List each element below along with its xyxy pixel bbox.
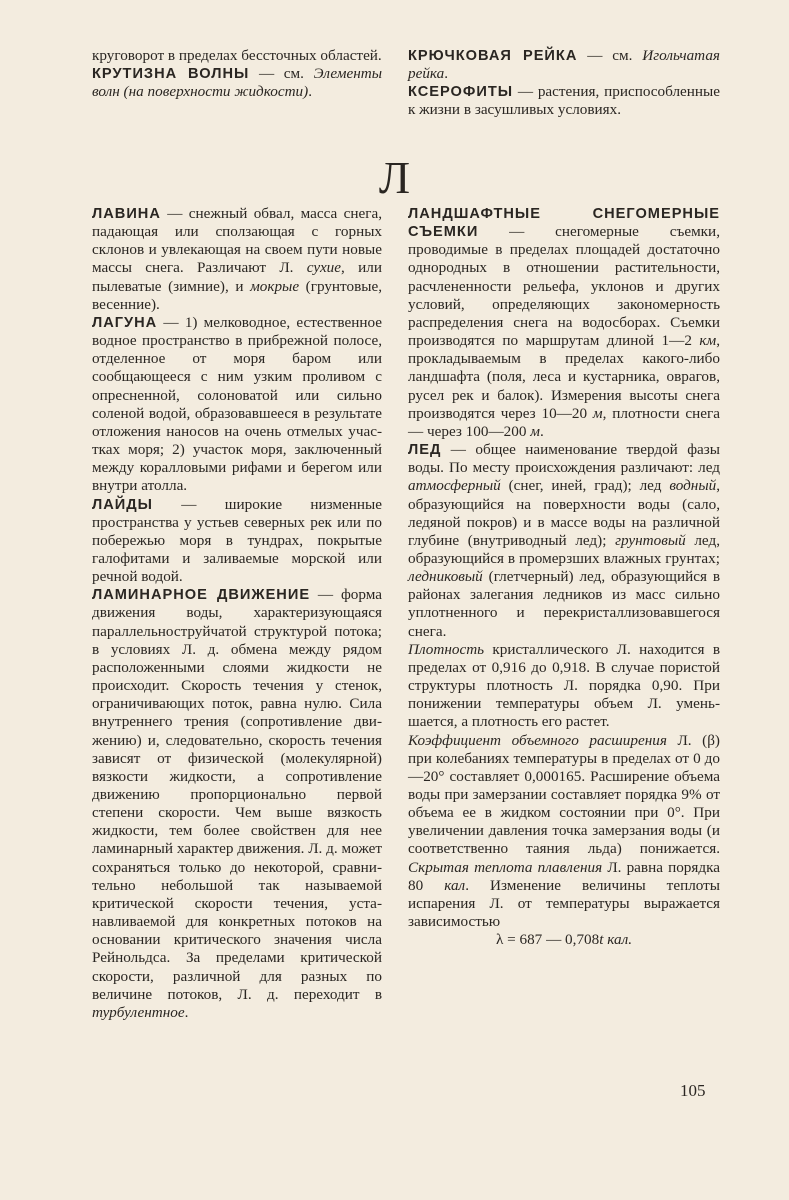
right-column [408, 205, 720, 949]
italic-text: мокрые [250, 277, 300, 295]
entry-paragraph [92, 586, 382, 1022]
entry-paragraph [92, 65, 382, 101]
entry-paragraph [92, 205, 382, 314]
text-run: кристаллического Л. находится в пределах от 0,916 до 0,918. В случае пористой структуры плотность Л. порядка 0,90. При понижении температуры объем Л. уменьшается, а плотность его растет. [408, 640, 720, 731]
text-run: , образующийся на поверхности воды (сало, ледяной покров) и в массе воды на различной глубине (внутриводный лед); [408, 477, 720, 549]
text-run: — см. [577, 47, 643, 64]
section-letter: Л [378, 152, 411, 203]
italic-text: t [599, 931, 604, 949]
text-run: — 1) мелководное, естественное водное пространство в прибрежной полосе, отделенное от моря баром или сообщающееся с ним узким проливом с опресненной, солоноватой или сильно соленой водой, образовавшееся в результате отложения наносов на очень отмелых участках моря; 2) участок моря, заключенный между коралловыми рифами и берегом или внутри атолла. [92, 313, 382, 495]
entry-paragraph [408, 83, 720, 119]
text-run: . [308, 83, 313, 101]
entry-paragraph [408, 641, 720, 732]
entry-term: ЛАГУНА [92, 314, 158, 331]
text-run: , прокладываемым в пределах какого-либо ландшафта (поля, леса и кустарника, оврагов, русел рек и балок). Измерения высоты снега производятся через 10—20 [408, 332, 720, 422]
text-run: круговорот в пределах бессточных областей. [92, 47, 382, 64]
entry-term: ЛАМИНАРНОЕ ДВИЖЕНИЕ [92, 587, 311, 604]
text-run: . [444, 65, 449, 83]
italic-text: сухие [306, 259, 342, 277]
text-run: лед, образующийся в промерзших влажных грунтах; [408, 531, 720, 567]
italic-text: Скрытая теплота плавления [408, 858, 603, 876]
text-run: — общее наименование твердой фазы воды. По месту происхождения различают: лед [408, 441, 720, 477]
italic-text: Игольчатая рейка [408, 47, 720, 83]
text-run: Л. равна порядка 80 [408, 858, 721, 894]
text-run: — растения, приспособленные к жизни в засушливых условиях. [408, 83, 720, 119]
text-run: . [539, 422, 544, 440]
italic-text: м [592, 404, 603, 422]
text-run: — снежный обвал, масса снега, падающая или сползающая с горных склонов и увлекающая на своем пути новые массы снега. Различают Л. [92, 205, 382, 277]
top-right-column [408, 47, 720, 120]
italic-text: водный [669, 477, 717, 495]
left-column [92, 205, 382, 1022]
text-run: (грунтовые, весенние). [92, 277, 382, 313]
italic-text: грунтовый [615, 531, 686, 549]
italic-text: ледниковый [408, 568, 483, 586]
entry-paragraph [92, 314, 382, 496]
text-run: — см. [249, 65, 314, 83]
italic-text: атмосферный [408, 477, 501, 495]
entry-paragraph [408, 732, 720, 932]
italic-text: турбулентное [92, 1003, 185, 1021]
entry-term: КСЕРОФИТЫ [408, 84, 514, 101]
italic-text: км [699, 332, 717, 350]
top-left-column [92, 47, 382, 101]
entry-term: ЛАЙДЫ [92, 496, 153, 513]
text-run: (глетчерный) лед, образующийся в районах залегания ледников из масс сильно уплотненного и перекристаллизовавшегося снега. [408, 568, 720, 640]
text-run: . [184, 1003, 189, 1021]
text-run: — широкие низменные пространства у устьев северных рек или по побережью моря в тундрах, покрытые галофитами и заливаемые морской или речной водой. [92, 495, 382, 586]
formula [408, 931, 720, 949]
entry-term: КРУТИЗНА ВОЛНЫ [92, 66, 250, 83]
text-run: Л. (β) при колебаниях температуры в пределах от 0 до —20° составляет 0,000165. Расширение объема воды при замерзании составляет порядка 9% от объема ее в жидком состоянии при 0°. При увеличении давления точка замерзания воды (и соответственно таяния льда) понижается. [408, 731, 720, 858]
text-run: (снег, иней, град); лед [500, 477, 670, 495]
entry-term: ЛАНДШАФТНЫЕ СНЕГОМЕРНЫЕ СЪЕМКИ [408, 206, 720, 241]
page-number: 105 [680, 1081, 706, 1100]
entry-term: ЛАВИНА [92, 206, 161, 222]
text-run: — форма движения воды, характеризующаяся параллельноструйчатой структурой потока; в условиях Л. д. обмена между рядом расположенными слоями жидкости не происходит. Скорость течения у стенок, ограничивающих поток, равна нулю. Сила внутреннего трения (сопротивление движению) и, следовательно, скорость течения зависят от физической (молекулярной) вязкости жидкости, а сопротивление движению пропорционально первой степени скорости. Чем выше вязкость жидкости, тем более свойствен для нее ламинарный характер движения. Л. д. может сохраняться только до некоторой, сравнительно небольшой так называемой критической скорости течения, устанавливаемой для конкретных потоков на основании критического значения числа Рейнольдса. За пределами критической скорости, различной для разных по величине потоков, Л. д. переходит в [92, 586, 382, 1003]
entry-paragraph [92, 47, 382, 65]
right-column-entries [408, 205, 720, 931]
entry-paragraph [408, 47, 720, 83]
entry-paragraph [92, 496, 382, 587]
text-run: , плотности снега — через 100—200 [408, 404, 720, 440]
italic-text: Плотность [408, 640, 485, 658]
italic-text: кал. [607, 931, 633, 949]
text-run: — снегомерные съемки, проводимые в пределах площадей достаточно однородных в отношении растительности, расчлененности рельефа, уклонов и других условий, определяющих закономерность распределения снега на водосборах. Съемки производятся по маршрутам длиной 1—2 [408, 223, 720, 350]
text-run: λ = 687 — 0,708 [495, 931, 600, 949]
entry-paragraph [408, 441, 720, 641]
entry-paragraph [408, 205, 720, 441]
italic-text: м [530, 422, 540, 440]
text-run: . Изменение величины теплоты испарения Л. от температуры выражается зависимостью [408, 876, 721, 931]
entry-term: КРЮЧКОВАЯ РЕЙКА [408, 48, 578, 64]
italic-text: Коэффициент объемного расширения [408, 731, 667, 749]
italic-text: Элементы волн (на поверхности жидкости) [92, 65, 383, 101]
italic-text: кал [444, 876, 466, 894]
text-run: , или пылеватые (зимние), и [92, 259, 382, 295]
entry-term: ЛЕД [408, 442, 442, 459]
